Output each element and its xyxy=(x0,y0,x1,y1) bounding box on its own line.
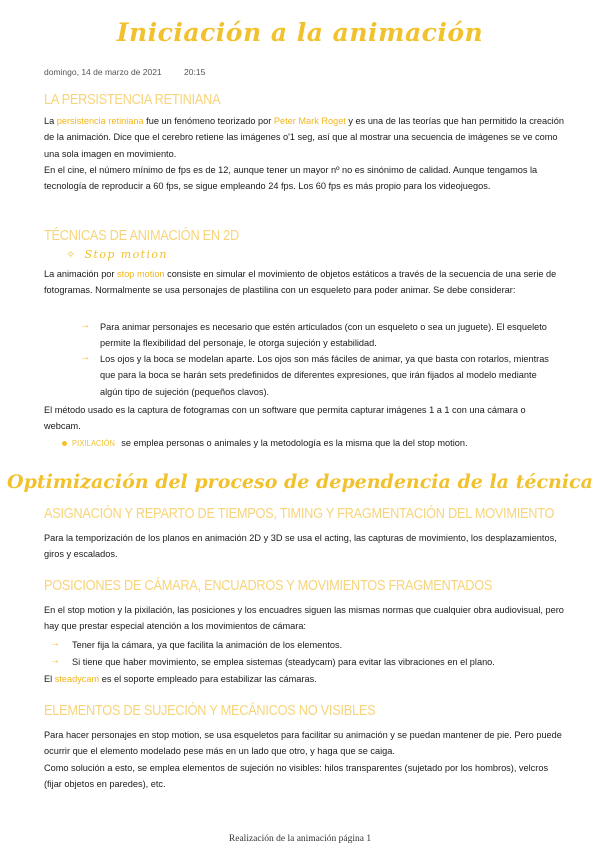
text: y es una de las teorías que han permitido la creación de la animación. Dice que el cerebro retiene las imágenes o'1 seg, así que al mostrar una secuencia de imágenes se ve como una sola imagen en movimiento. xyxy=(44,116,564,159)
paragraph-elementos-1: Para hacer personajes en stop motion, se usa esqueletos para facilitar su animación y se puedan mantener de pie. Pero puede ocurrir que el elemento modelado pese más en un lado que otro, y haga que se caiga. xyxy=(44,730,562,757)
text: consiste en simular el movimiento de objetos estáticos a través de la secuencia de una serie de fotogramas. Normalmente se usa personajes de plastilina con un esqueleto para poder animar. Se debe considerar: xyxy=(44,269,557,296)
bullet-dot xyxy=(62,441,67,446)
paragraph-stop-motion-2: El método usado es la captura de fotogramas con un software que permita capturar imágenes 1 a 1 con una cámara o webcam. xyxy=(44,405,526,432)
text: El xyxy=(44,674,55,684)
highlight-stop-motion: stop motion xyxy=(117,269,165,279)
sparkle-icon: ✧ xyxy=(66,248,77,261)
subheading-text: Stop motion xyxy=(84,248,168,261)
paragraph-asignacion: Para la temporización de los planos en animación 2D y 3D se usa el acting, las capturas de movimiento, los desplazamientos, giros y escalados. xyxy=(44,533,557,560)
heading-elementos: ELEMENTOS DE SUJECIÓN Y MECÁNICOS NO VISIBLES xyxy=(44,703,376,719)
arrow-icon: → xyxy=(50,638,60,649)
list-item: Tener fija la cámara, ya que facilita la animación de los elementos. xyxy=(72,640,343,650)
paragraph-posiciones-2 xyxy=(44,671,564,687)
text: La animación por xyxy=(44,269,118,279)
arrow-icon: → xyxy=(80,320,90,331)
list-item-pixilacion xyxy=(72,435,572,451)
section-title: Optimización del proceso de dependencia de la técnica xyxy=(7,471,593,493)
list-item: Los ojos y la boca se modelan aparte. Los ojos son más fáciles de animar, ya que basta con rotarlos, mientras que para la boca se harán sets predefinidos de diferentes expresiones, que irán fijados al modelo mediante algún tipo de sujeción (pequeños clavos). xyxy=(100,354,549,397)
paragraph-persistencia-1 xyxy=(44,113,564,162)
page-title: Iniciación a la animación xyxy=(116,18,484,47)
date-time: 20:15 xyxy=(184,67,206,77)
heading-persistencia: LA PERSISTENCIA RETINIANA xyxy=(44,92,221,108)
text: es el soporte empleado para estabilizar las cámaras. xyxy=(99,674,317,684)
paragraph-posiciones-1: En el stop motion y la pixilación, las posiciones y los encuadres siguen las mismas normas que cualquier obra audiovisual, pero hay que prestar especial atención a los movimientos de cámara: xyxy=(44,605,564,632)
heading-tecnicas: TÉCNICAS DE ANIMACIÓN EN 2D xyxy=(44,228,239,244)
arrow-icon: → xyxy=(80,352,90,363)
heading-asignacion: ASIGNACIÓN Y REPARTO DE TIEMPOS, TIMING Y FRAGMENTACIÓN DEL MOVIMIENTO xyxy=(44,506,555,522)
tag-pixilacion: PIXILACIÓN xyxy=(72,438,116,448)
highlight-steadycam: steadycam xyxy=(54,674,100,684)
list-item: Si tiene que haber movimiento, se emplea sistemas (steadycam) para evitar las vibraciones en el plano. xyxy=(72,657,495,667)
date-line xyxy=(44,67,225,77)
highlight-roget: Peter Mark Roget xyxy=(273,116,346,126)
highlight-persistencia: persistencia retiniana xyxy=(56,116,144,126)
subheading-stop-motion xyxy=(66,248,168,261)
paragraph-elementos-2: Como solución a esto, se emplea elementos de sujeción no visibles: hilos transparentes (sujetado por los hombros), velcros (fijar objetos en paredes), etc. xyxy=(44,763,549,790)
list-item: Para animar personajes es necesario que estén articulados (con un esqueleto o sea un juguete). El esqueleto permite la flexibilidad del personaje, le otorga sujeción y estabilidad. xyxy=(100,322,547,349)
text: La xyxy=(44,116,57,126)
page-footer: Realización de la animación página 1 xyxy=(228,834,372,844)
paragraph-stop-motion-1 xyxy=(44,266,564,299)
arrow-icon: → xyxy=(50,655,60,666)
paragraph-persistencia-2: En el cine, el número mínimo de fps es de 12, aunque tener un mayor nº no es sinónimo de calidad. Aunque tengamos la tecnología de reproducir a 60 fps, se sigue empleando 24 fps. Los 60 fps es más propio para los videojuegos. xyxy=(44,165,538,192)
heading-posiciones: POSICIONES DE CÁMARA, ENCUADROS Y MOVIMIENTOS FRAGMENTADOS xyxy=(44,578,493,594)
date-day: domingo, 14 de marzo de 2021 xyxy=(44,67,162,77)
text: fue un fenómeno teorizado por xyxy=(143,116,274,126)
text: se emplea personas o animales y la metodología es la misma que la del stop motion. xyxy=(118,438,468,448)
